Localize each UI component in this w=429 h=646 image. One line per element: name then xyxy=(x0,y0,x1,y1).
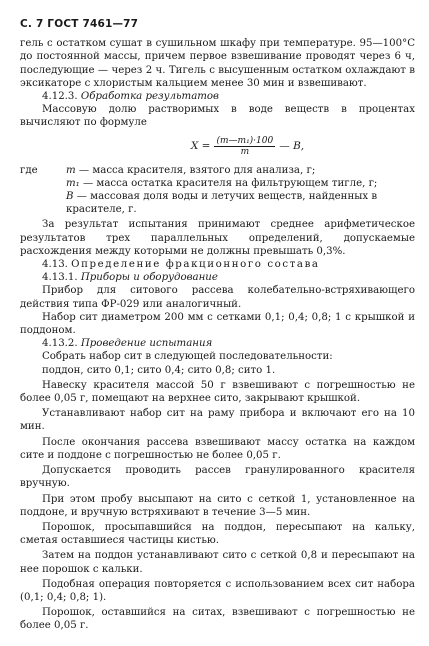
paragraph: Собрать набор сит в следующей последовательности: xyxy=(42,351,333,363)
definition-row xyxy=(20,164,415,177)
definition-symbol: B — xyxy=(66,191,87,203)
formula-numerator: (m—m₁)·100 xyxy=(216,136,274,147)
section-4-12-3 xyxy=(20,90,415,103)
definition-lead xyxy=(20,177,66,190)
formula-denominator: m xyxy=(240,147,250,158)
paragraph: гель с остатком сушат в сушильном шкафу при температуре. 95—100°С до постоянной массы, причем первое взвешивание проводят через 6 ч, последующие — через 2 ч. Тигель с высушенным остатком охлаждают в эксикаторе с хлористым кальцием менее 30 мин и взвешивают. xyxy=(20,38,415,89)
paragraph: При этом пробу высыпают на сито с сеткой 1, установленное на поддоне, и вручную встряхивают в течение 3—5 мин. xyxy=(20,493,415,518)
paragraph: После окончания рассева взвешивают массу остатка на каждом сите и поддоне с погрешностью не более 0,05 г. xyxy=(20,436,415,461)
paragraph: Порошок, просыпавшийся на поддон, пересыпают на кальку, сметая оставшиеся частицы кистью. xyxy=(20,521,415,547)
definition-symbol: m — xyxy=(66,164,90,176)
definition-row xyxy=(20,177,415,190)
paragraph: Затем на поддон устанавливают сито с сеткой 0,8 и пересыпают на нее порошок с кальки. xyxy=(20,550,415,575)
paragraph: Подобная операция повторяется с использованием всех сит набора (0,1; 0,4; 0,8; 1). xyxy=(20,578,415,603)
paragraph: Допускается проводить рассев гранулированного красителя вручную. xyxy=(20,465,415,490)
section-4-13 xyxy=(20,258,415,271)
paragraph: Навеску красителя массой 50 г взвешивают с погрешностью не более 0,05 г, помещают на верхнее сито, закрывают крышкой. xyxy=(20,379,415,405)
paragraph: Набор сит диаметром 200 мм с сетками 0,1; 0,4; 0,8; 1 с крышкой и поддоном. xyxy=(20,311,415,337)
section-title: Определение фракционного состава xyxy=(71,259,320,271)
paragraph: Массовую долю растворимых в воде веществ в процентах вычисляют по формуле xyxy=(20,104,415,129)
section-number: 4.13. xyxy=(42,259,68,271)
section-number: 4.12.3. xyxy=(42,91,78,103)
section-title: Проведение испытания xyxy=(80,338,213,350)
section-4-13-1 xyxy=(20,271,415,284)
definition-text: массовая доля воды и летучих веществ, найденных в красителе, г. xyxy=(66,191,378,216)
definition-lead: где xyxy=(20,164,38,176)
page-header: С. 7 ГОСТ 7461—77 xyxy=(20,18,139,30)
paragraph: поддон, сито 0,1; сито 0,4; сито 0,8; сито 1. xyxy=(42,364,276,376)
definition-lead xyxy=(20,190,66,216)
section-title: Обработка результатов xyxy=(80,91,219,103)
formula-definitions xyxy=(20,164,415,217)
formula xyxy=(80,134,415,160)
paragraph: За результат испытания принимают среднее арифметическое результатов трех параллельных определений, допускаемые расхождения между которыми не должны превышать 0,3%. xyxy=(20,219,415,257)
definition-symbol: m₁ — xyxy=(66,177,94,189)
document-page xyxy=(20,18,415,633)
definition-text: масса красителя, взятого для анализа, г; xyxy=(92,164,316,176)
definition-row xyxy=(20,190,415,216)
formula-rhs: — B, xyxy=(279,140,305,153)
section-title: Приборы и оборудование xyxy=(80,272,218,284)
section-number: 4.13.1. xyxy=(42,272,78,284)
section-4-13-2 xyxy=(20,337,415,350)
paragraph: Прибор для ситового рассева колебательно-встряхивающего действия типа ФР-029 или аналогичный. xyxy=(20,285,415,310)
paragraph: Порошок, оставшийся на ситах, взвешивают с погрешностью не более 0,05 г. xyxy=(20,607,415,632)
definition-text: масса остатка красителя на фильтрующем тигле, г; xyxy=(96,177,378,189)
formula-lhs: X = xyxy=(190,140,211,153)
paragraph: Устанавливают набор сит на раму прибора и включают его на 10 мин. xyxy=(20,408,415,433)
formula-fraction xyxy=(214,136,275,157)
section-number: 4.13.2. xyxy=(42,338,78,350)
